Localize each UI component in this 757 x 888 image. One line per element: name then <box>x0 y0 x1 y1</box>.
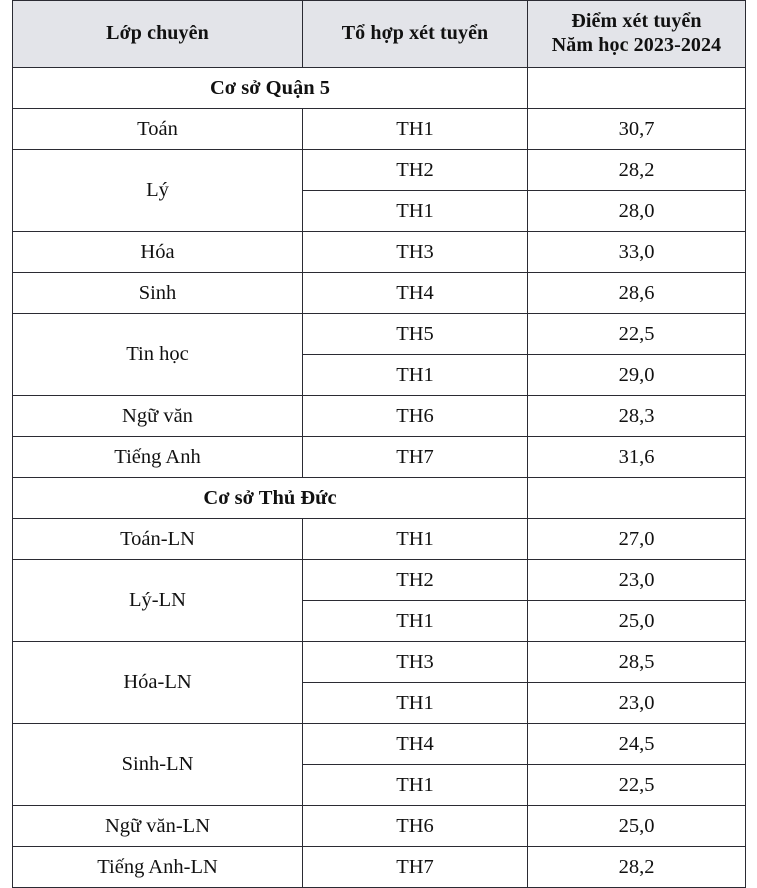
table-row <box>13 314 746 355</box>
combination-cell: TH7 <box>303 437 528 478</box>
combination-cell: TH7 <box>303 847 528 888</box>
column-header-score-line2: Năm học 2023-2024 <box>551 34 722 56</box>
section-score-placeholder <box>528 478 746 519</box>
table-row <box>13 273 746 314</box>
admission-score-table <box>12 0 746 888</box>
major-cell: Toán-LN <box>13 519 303 560</box>
combination-cell: TH1 <box>303 765 528 806</box>
major-cell: Sinh <box>13 273 303 314</box>
combination-cell: TH1 <box>303 109 528 150</box>
table-header <box>13 1 746 68</box>
major-cell: Hóa-LN <box>13 642 303 724</box>
table-row <box>13 519 746 560</box>
combination-cell: TH3 <box>303 642 528 683</box>
table-row <box>13 847 746 888</box>
score-cell: 22,5 <box>528 765 746 806</box>
table-row <box>13 150 746 191</box>
score-cell: 25,0 <box>528 806 746 847</box>
section-header-row <box>13 68 746 109</box>
score-cell: 23,0 <box>528 560 746 601</box>
section-label: Cơ sở Thủ Đức <box>13 478 528 519</box>
table-row <box>13 396 746 437</box>
header-row <box>13 1 746 68</box>
score-cell: 24,5 <box>528 724 746 765</box>
combination-cell: TH1 <box>303 601 528 642</box>
major-cell: Sinh-LN <box>13 724 303 806</box>
score-cell: 25,0 <box>528 601 746 642</box>
combination-cell: TH4 <box>303 724 528 765</box>
score-cell: 28,3 <box>528 396 746 437</box>
major-cell: Lý-LN <box>13 560 303 642</box>
table-row <box>13 232 746 273</box>
combination-cell: TH6 <box>303 396 528 437</box>
score-cell: 28,6 <box>528 273 746 314</box>
combination-cell: TH6 <box>303 806 528 847</box>
score-cell: 31,6 <box>528 437 746 478</box>
score-cell: 33,0 <box>528 232 746 273</box>
combination-cell: TH4 <box>303 273 528 314</box>
score-cell: 28,2 <box>528 847 746 888</box>
section-label: Cơ sở Quận 5 <box>13 68 528 109</box>
combination-cell: TH3 <box>303 232 528 273</box>
score-cell: 29,0 <box>528 355 746 396</box>
major-cell: Tiếng Anh-LN <box>13 847 303 888</box>
major-cell: Tiếng Anh <box>13 437 303 478</box>
section-header-row <box>13 478 746 519</box>
score-cell: 22,5 <box>528 314 746 355</box>
combination-cell: TH5 <box>303 314 528 355</box>
combination-cell: TH1 <box>303 519 528 560</box>
major-cell: Ngữ văn <box>13 396 303 437</box>
score-cell: 27,0 <box>528 519 746 560</box>
table-row <box>13 437 746 478</box>
combination-cell: TH1 <box>303 683 528 724</box>
combination-cell: TH1 <box>303 355 528 396</box>
score-cell: 28,0 <box>528 191 746 232</box>
combination-cell: TH2 <box>303 150 528 191</box>
column-header-score <box>528 1 746 68</box>
major-cell: Hóa <box>13 232 303 273</box>
major-cell: Lý <box>13 150 303 232</box>
table-row <box>13 724 746 765</box>
table-row <box>13 109 746 150</box>
score-cell: 23,0 <box>528 683 746 724</box>
major-cell: Toán <box>13 109 303 150</box>
column-header-major: Lớp chuyên <box>13 1 303 68</box>
table-body <box>13 68 746 888</box>
score-cell: 28,2 <box>528 150 746 191</box>
table-row <box>13 806 746 847</box>
score-cell: 30,7 <box>528 109 746 150</box>
score-cell: 28,5 <box>528 642 746 683</box>
column-header-score-line1: Điểm xét tuyển <box>571 10 702 33</box>
table-row <box>13 560 746 601</box>
major-cell: Tin học <box>13 314 303 396</box>
combination-cell: TH1 <box>303 191 528 232</box>
column-header-combination: Tổ hợp xét tuyển <box>303 1 528 68</box>
table-row <box>13 642 746 683</box>
section-score-placeholder <box>528 68 746 109</box>
combination-cell: TH2 <box>303 560 528 601</box>
major-cell: Ngữ văn-LN <box>13 806 303 847</box>
